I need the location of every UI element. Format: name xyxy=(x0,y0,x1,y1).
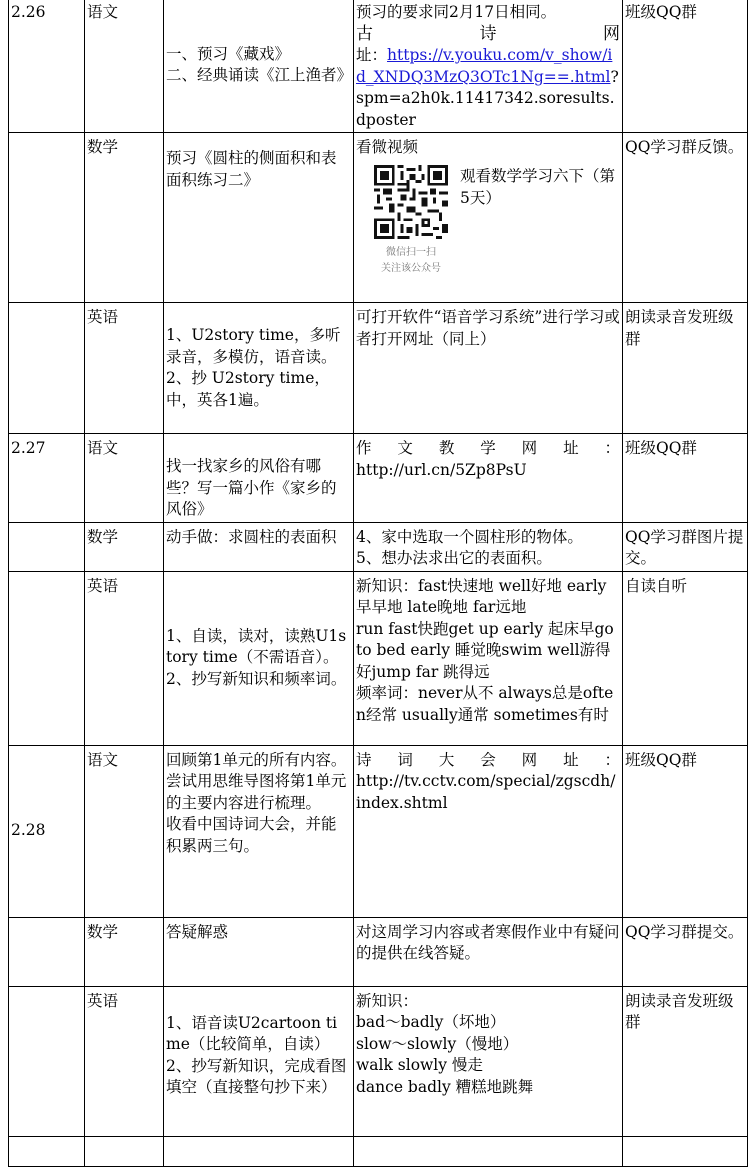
date-cell: 2.27 xyxy=(9,434,85,523)
subject-cell: 数学 xyxy=(85,917,164,986)
method-cell: 看微视频 微信扫一扫 关注该公众号 观看数学学习六下（第5天） xyxy=(354,133,623,303)
method-cell: 预习的要求同2月17日相同。 古 诗 网 址：https://v.youku.com/v_show/id_XNDQ3MzQ3OTc1Ng==.html?spm=a2h0k.11417342.soresults.dposter xyxy=(354,0,623,133)
task-cell: 1、U2story time，多听录音，多模仿，语音读。 2、抄 U2story time，中，英各1遍。 xyxy=(164,303,354,434)
method-cell: 诗 词 大 会 网 址 ： http://tv.cctv.com/special/zgscdh/index.shtml xyxy=(354,745,623,917)
table-row xyxy=(9,571,748,745)
feedback-cell: 自读自听 xyxy=(623,571,748,745)
table-row xyxy=(9,1136,748,1166)
feedback-cell xyxy=(623,1136,748,1166)
date-cell xyxy=(9,1136,85,1166)
table-row xyxy=(9,917,748,986)
subject-cell xyxy=(85,1136,164,1166)
method-cell xyxy=(354,1136,623,1166)
task-cell: 1、语音读U2cartoon time（比较简单，自读） 2、抄写新知识，完成看图填空（直接整句抄下来） xyxy=(164,986,354,1136)
feedback-cell: 班级QQ群 xyxy=(623,745,748,917)
subject-cell: 英语 xyxy=(85,571,164,745)
table-row xyxy=(9,133,748,303)
task-cell: 1、自读，读对，读熟U1story time（不需语音）。 2、抄写新知识和频率词。 xyxy=(164,571,354,745)
task-cell: 答疑解惑 xyxy=(164,917,354,986)
method-cell: 可打开软件“语音学习系统”进行学习或者打开网址（同上） xyxy=(354,303,623,434)
table-row xyxy=(9,522,748,571)
video-link[interactable]: https://v.youku.com/v_show/id_XNDQ3MzQ3OTc1Ng==.html xyxy=(356,46,613,86)
subject-cell: 数学 xyxy=(85,522,164,571)
task-cell: 回顾第1单元的所有内容。尝试用思维导图将第1单元的主要内容进行梳理。 收看中国诗词大会，并能积累两三句。 xyxy=(164,745,354,917)
method-cell: 对这周学习内容或者寒假作业中有疑问的提供在线答疑。 xyxy=(354,917,623,986)
method-cell: 作 文 教 学 网 址 ： http://url.cn/5Zp8PsU xyxy=(354,434,623,523)
date-cell xyxy=(9,303,85,434)
feedback-cell: 朗读录音发班级群 xyxy=(623,303,748,434)
qr-caption-line: 微信扫一扫 xyxy=(386,246,436,258)
schedule-table xyxy=(8,0,748,1167)
subject-cell: 英语 xyxy=(85,303,164,434)
date-cell xyxy=(9,986,85,1136)
table-row xyxy=(9,986,748,1136)
subject-cell: 英语 xyxy=(85,986,164,1136)
date-cell xyxy=(9,917,85,986)
subject-cell: 语文 xyxy=(85,434,164,523)
subject-cell: 语文 xyxy=(85,745,164,917)
task-cell: 预习《圆柱的侧面积和表面积练习二》 xyxy=(164,133,354,303)
method-cell: 新知识： bad～badly（坏地） slow～slowly（慢地） walk slowly 慢走 dance badly 糟糕地跳舞 xyxy=(354,986,623,1136)
feedback-cell: QQ学习群反馈。 xyxy=(623,133,748,303)
table-row xyxy=(9,434,748,523)
task-cell: 找一找家乡的风俗有哪些？写一篇小作《家乡的风俗》 xyxy=(164,434,354,523)
feedback-cell: QQ学习群提交。 xyxy=(623,917,748,986)
date-cell xyxy=(9,522,85,571)
subject-cell: 数学 xyxy=(85,133,164,303)
table-row xyxy=(9,0,748,133)
task-cell xyxy=(164,0,354,133)
qr-code-icon[interactable] xyxy=(374,165,448,239)
task-line: 二、经典诵读《江上渔者》 xyxy=(166,66,353,84)
feedback-cell: 班级QQ群 xyxy=(623,0,748,133)
qr-caption-line: 关注该公众号 xyxy=(381,262,441,274)
feedback-cell: 朗读录音发班级群 xyxy=(623,986,748,1136)
table-row xyxy=(9,745,748,917)
feedback-cell: QQ学习群图片提交。 xyxy=(623,522,748,571)
method-cell: 4、家中选取一个圆柱形的物体。 5、想办法求出它的表面积。 xyxy=(354,522,623,571)
date-cell xyxy=(9,571,85,745)
date-cell: 2.26 xyxy=(9,0,85,133)
date-cell: 2.28 xyxy=(9,745,85,917)
qr-description: 观看数学学习六下（第5天） xyxy=(460,166,616,207)
task-cell xyxy=(164,1136,354,1166)
date-cell xyxy=(9,133,85,303)
feedback-cell: 班级QQ群 xyxy=(623,434,748,523)
method-cell: 新知识：fast快速地 well好地 early早早地 late晚地 far远地 run fast快跑get up early 起床早go to bed early 睡觉晚swim well游得好jump far 跳得远 频率词：never从不 always总是often经常 usually通常 sometimes有时 xyxy=(354,571,623,745)
task-line: 一、预习《藏戏》 xyxy=(166,44,291,63)
task-cell: 动手做：求圆柱的表面积 xyxy=(164,522,354,571)
subject-cell: 语文 xyxy=(85,0,164,133)
table-row xyxy=(9,303,748,434)
